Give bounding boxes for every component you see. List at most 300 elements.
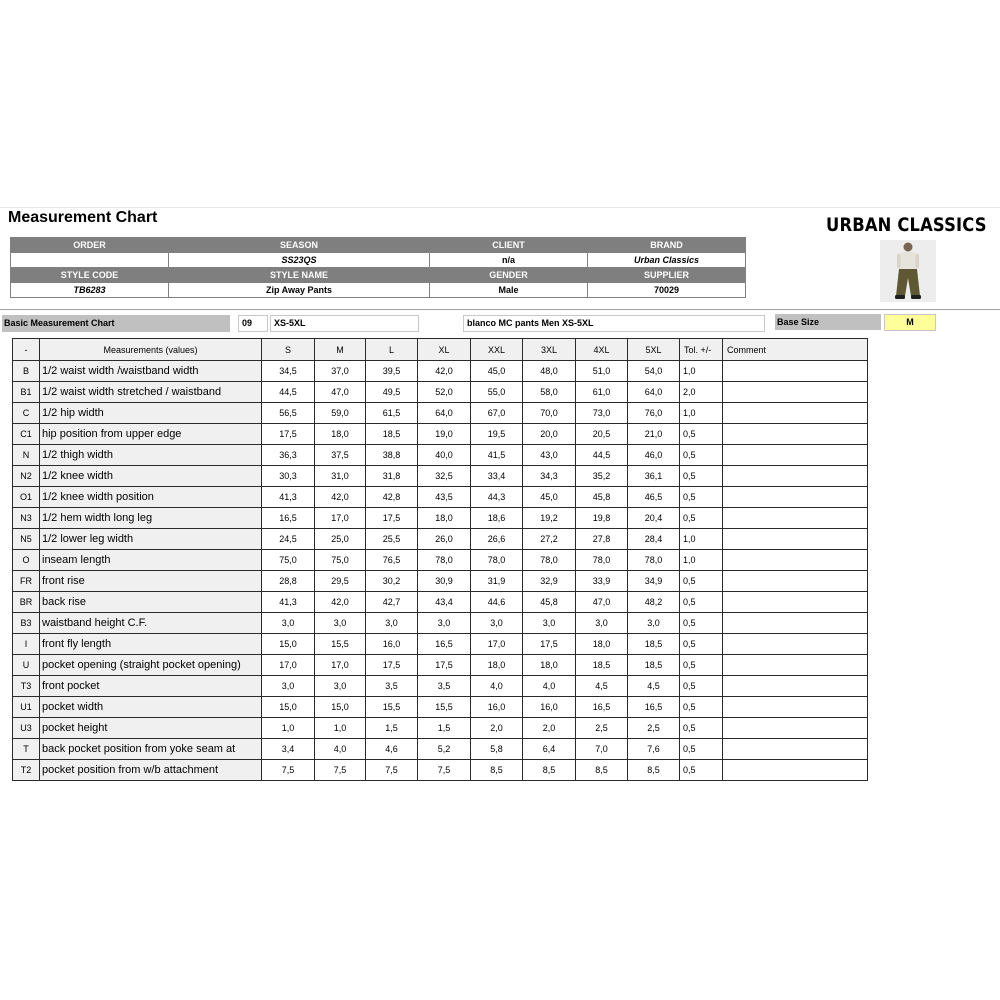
tolerance-value: 1,0 xyxy=(680,403,723,424)
size-value: 18,0 xyxy=(418,508,471,529)
size-value: 73,0 xyxy=(576,403,628,424)
size-value: 37,0 xyxy=(315,361,366,382)
size-value: 52,0 xyxy=(418,382,471,403)
size-value: 78,0 xyxy=(523,550,576,571)
size-value: 18,0 xyxy=(315,424,366,445)
measurement-code: C1 xyxy=(13,424,40,445)
size-value: 15,0 xyxy=(262,697,315,718)
comment-cell xyxy=(723,592,868,613)
brand-value: Urban Classics xyxy=(588,253,746,268)
size-value: 59,0 xyxy=(315,403,366,424)
size-value: 43,5 xyxy=(418,487,471,508)
tolerance-value: 0,5 xyxy=(680,697,723,718)
size-value: 36,1 xyxy=(628,466,680,487)
size-value: 28,8 xyxy=(262,571,315,592)
table-row xyxy=(13,697,868,718)
comment-cell xyxy=(723,550,868,571)
col-header-xl: XL xyxy=(418,339,471,361)
size-value: 44,6 xyxy=(471,592,523,613)
comment-cell xyxy=(723,655,868,676)
size-value: 78,0 xyxy=(576,550,628,571)
size-value: 76,0 xyxy=(628,403,680,424)
comment-cell xyxy=(723,445,868,466)
size-value: 3,0 xyxy=(418,613,471,634)
tolerance-value: 0,5 xyxy=(680,487,723,508)
measurement-code: N3 xyxy=(13,508,40,529)
section-divider xyxy=(0,309,1000,310)
size-value: 2,5 xyxy=(628,718,680,739)
measurement-name: waistband height C.F. xyxy=(40,613,262,634)
measurement-name: front rise xyxy=(40,571,262,592)
size-value: 45,8 xyxy=(576,487,628,508)
size-value: 16,5 xyxy=(576,697,628,718)
size-value: 16,5 xyxy=(628,697,680,718)
size-value: 30,2 xyxy=(366,571,418,592)
size-value: 17,5 xyxy=(262,424,315,445)
gender-value: Male xyxy=(430,283,588,298)
size-value: 1,5 xyxy=(418,718,471,739)
model-image-icon xyxy=(880,240,936,302)
size-value: 44,5 xyxy=(576,445,628,466)
measurement-code: T xyxy=(13,739,40,760)
size-value: 42,0 xyxy=(418,361,471,382)
table-row xyxy=(13,424,868,445)
size-value: 47,0 xyxy=(315,382,366,403)
size-value: 15,5 xyxy=(366,697,418,718)
comment-cell xyxy=(723,424,868,445)
comment-cell xyxy=(723,508,868,529)
size-value: 8,5 xyxy=(628,760,680,781)
size-value: 45,8 xyxy=(523,592,576,613)
tolerance-value: 0,5 xyxy=(680,508,723,529)
col-header-s: S xyxy=(262,339,315,361)
tolerance-value: 0,5 xyxy=(680,613,723,634)
brand-logo: URBAN CLASSICS xyxy=(826,214,987,236)
col-header-tolerance: Tol. +/- xyxy=(680,339,723,361)
gender-label: GENDER xyxy=(430,268,588,283)
tolerance-value: 0,5 xyxy=(680,739,723,760)
size-value: 48,0 xyxy=(523,361,576,382)
tolerance-value: 0,5 xyxy=(680,718,723,739)
measurement-code: BR xyxy=(13,592,40,613)
tolerance-value: 0,5 xyxy=(680,592,723,613)
size-value: 25,0 xyxy=(315,529,366,550)
size-value: 32,5 xyxy=(418,466,471,487)
col-header-3xl: 3XL xyxy=(523,339,576,361)
size-value: 17,5 xyxy=(366,508,418,529)
base-size-value: M xyxy=(884,314,936,331)
measurement-name: 1/2 thigh width xyxy=(40,445,262,466)
size-value: 17,0 xyxy=(471,634,523,655)
measurement-code: FR xyxy=(13,571,40,592)
client-label: CLIENT xyxy=(430,238,588,253)
size-value: 17,5 xyxy=(418,655,471,676)
size-value: 30,3 xyxy=(262,466,315,487)
size-value: 34,5 xyxy=(262,361,315,382)
size-value: 4,5 xyxy=(628,676,680,697)
size-value: 19,0 xyxy=(418,424,471,445)
size-value: 8,5 xyxy=(523,760,576,781)
table-row xyxy=(13,739,868,760)
size-value: 64,0 xyxy=(418,403,471,424)
comment-cell xyxy=(723,466,868,487)
measurement-name: 1/2 knee width position xyxy=(40,487,262,508)
table-row xyxy=(13,508,868,529)
size-value: 45,0 xyxy=(523,487,576,508)
measurement-name: pocket position from w/b attachment xyxy=(40,760,262,781)
top-rule xyxy=(0,207,1000,208)
size-value: 4,5 xyxy=(576,676,628,697)
size-value: 46,5 xyxy=(628,487,680,508)
size-value: 32,9 xyxy=(523,571,576,592)
size-value: 3,0 xyxy=(576,613,628,634)
size-value: 16,0 xyxy=(523,697,576,718)
size-value: 8,5 xyxy=(576,760,628,781)
size-value: 34,9 xyxy=(628,571,680,592)
tolerance-value: 1,0 xyxy=(680,550,723,571)
measurement-code: U3 xyxy=(13,718,40,739)
size-value: 40,0 xyxy=(418,445,471,466)
tolerance-value: 0,5 xyxy=(680,676,723,697)
size-value: 64,0 xyxy=(628,382,680,403)
col-header-l: L xyxy=(366,339,418,361)
style-code-value: TB6283 xyxy=(11,283,169,298)
table-row xyxy=(13,655,868,676)
measurement-name: 1/2 waist width stretched / waistband xyxy=(40,382,262,403)
measurement-name: pocket height xyxy=(40,718,262,739)
size-value: 8,5 xyxy=(471,760,523,781)
size-value: 78,0 xyxy=(418,550,471,571)
size-value: 75,0 xyxy=(315,550,366,571)
measurement-code: B xyxy=(13,361,40,382)
size-value: 41,3 xyxy=(262,592,315,613)
client-value: n/a xyxy=(430,253,588,268)
size-value: 16,0 xyxy=(471,697,523,718)
measurement-code: U1 xyxy=(13,697,40,718)
chart-description-value: blanco MC pants Men XS-5XL xyxy=(463,315,765,332)
size-value: 78,0 xyxy=(628,550,680,571)
size-value: 3,5 xyxy=(418,676,471,697)
size-value: 43,4 xyxy=(418,592,471,613)
size-value: 15,0 xyxy=(262,634,315,655)
size-value: 1,0 xyxy=(262,718,315,739)
chart-code-value: 09 xyxy=(238,315,268,332)
order-info-table xyxy=(10,237,746,298)
tolerance-value: 1,0 xyxy=(680,529,723,550)
measurement-code: O xyxy=(13,550,40,571)
measurement-name: 1/2 hip width xyxy=(40,403,262,424)
size-value: 3,4 xyxy=(262,739,315,760)
size-value: 25,5 xyxy=(366,529,418,550)
table-row xyxy=(13,613,868,634)
measurement-code: C xyxy=(13,403,40,424)
tolerance-value: 0,5 xyxy=(680,424,723,445)
size-value: 3,0 xyxy=(315,676,366,697)
size-value: 51,0 xyxy=(576,361,628,382)
size-value: 15,0 xyxy=(315,697,366,718)
table-row xyxy=(13,466,868,487)
size-value: 3,0 xyxy=(471,613,523,634)
measurement-name: pocket width xyxy=(40,697,262,718)
size-value: 19,2 xyxy=(523,508,576,529)
col-header-4xl: 4XL xyxy=(576,339,628,361)
table-row xyxy=(13,634,868,655)
size-value: 7,5 xyxy=(418,760,471,781)
size-value: 20,4 xyxy=(628,508,680,529)
measurement-code: N2 xyxy=(13,466,40,487)
comment-cell xyxy=(723,634,868,655)
comment-cell xyxy=(723,529,868,550)
base-size-label: Base Size xyxy=(775,314,881,330)
size-value: 17,5 xyxy=(366,655,418,676)
tolerance-value: 0,5 xyxy=(680,655,723,676)
size-value: 16,5 xyxy=(418,634,471,655)
table-row xyxy=(13,550,868,571)
size-value: 56,5 xyxy=(262,403,315,424)
size-value: 18,0 xyxy=(576,634,628,655)
table-row xyxy=(13,529,868,550)
size-value: 39,5 xyxy=(366,361,418,382)
size-value: 19,8 xyxy=(576,508,628,529)
size-value: 18,6 xyxy=(471,508,523,529)
table-row xyxy=(13,487,868,508)
size-value: 2,0 xyxy=(523,718,576,739)
size-value: 41,3 xyxy=(262,487,315,508)
measurement-name: 1/2 knee width xyxy=(40,466,262,487)
col-header-measurement: Measurements (values) xyxy=(40,339,262,361)
measurement-table xyxy=(12,338,868,781)
size-value: 26,0 xyxy=(418,529,471,550)
table-row xyxy=(13,718,868,739)
comment-cell xyxy=(723,571,868,592)
size-value: 3,0 xyxy=(366,613,418,634)
size-value: 31,9 xyxy=(471,571,523,592)
size-value: 4,0 xyxy=(523,676,576,697)
tolerance-value: 0,5 xyxy=(680,760,723,781)
size-value: 1,0 xyxy=(315,718,366,739)
size-value: 7,5 xyxy=(315,760,366,781)
size-value: 7,5 xyxy=(262,760,315,781)
size-value: 42,8 xyxy=(366,487,418,508)
size-value: 3,0 xyxy=(315,613,366,634)
measurement-code: B1 xyxy=(13,382,40,403)
size-value: 4,0 xyxy=(471,676,523,697)
size-value: 18,0 xyxy=(523,655,576,676)
comment-cell xyxy=(723,697,868,718)
product-photo xyxy=(880,240,936,302)
table-row xyxy=(13,571,868,592)
size-value: 3,5 xyxy=(366,676,418,697)
supplier-label: SUPPLIER xyxy=(588,268,746,283)
measurement-name: 1/2 lower leg width xyxy=(40,529,262,550)
table-row xyxy=(13,760,868,781)
basic-chart-label: Basic Measurement Chart xyxy=(2,315,230,332)
comment-cell xyxy=(723,361,868,382)
measurement-name: front fly length xyxy=(40,634,262,655)
measurement-code: O1 xyxy=(13,487,40,508)
size-value: 78,0 xyxy=(471,550,523,571)
size-value: 37,5 xyxy=(315,445,366,466)
style-name-value: Zip Away Pants xyxy=(169,283,430,298)
tolerance-value: 0,5 xyxy=(680,466,723,487)
comment-cell xyxy=(723,613,868,634)
measurement-name: 1/2 hem width long leg xyxy=(40,508,262,529)
size-value: 3,0 xyxy=(523,613,576,634)
tolerance-value: 2,0 xyxy=(680,382,723,403)
measurement-name: hip position from upper edge xyxy=(40,424,262,445)
size-value: 20,5 xyxy=(576,424,628,445)
size-value: 2,5 xyxy=(576,718,628,739)
col-header-code: - xyxy=(13,339,40,361)
measurement-code: T3 xyxy=(13,676,40,697)
size-value: 7,5 xyxy=(366,760,418,781)
size-value: 44,5 xyxy=(262,382,315,403)
size-value: 75,0 xyxy=(262,550,315,571)
size-value: 49,5 xyxy=(366,382,418,403)
size-value: 36,3 xyxy=(262,445,315,466)
size-value: 18,5 xyxy=(576,655,628,676)
size-value: 30,9 xyxy=(418,571,471,592)
size-value: 76,5 xyxy=(366,550,418,571)
size-value: 43,0 xyxy=(523,445,576,466)
supplier-value: 70029 xyxy=(588,283,746,298)
size-value: 17,0 xyxy=(315,655,366,676)
size-value: 21,0 xyxy=(628,424,680,445)
comment-cell xyxy=(723,739,868,760)
season-label: SEASON xyxy=(169,238,430,253)
col-header-5xl: 5XL xyxy=(628,339,680,361)
measurement-name: inseam length xyxy=(40,550,262,571)
measurement-code: N xyxy=(13,445,40,466)
col-header-xxl: XXL xyxy=(471,339,523,361)
size-value: 16,0 xyxy=(366,634,418,655)
table-row xyxy=(13,676,868,697)
table-row xyxy=(13,361,868,382)
size-value: 61,0 xyxy=(576,382,628,403)
size-value: 18,5 xyxy=(366,424,418,445)
comment-cell xyxy=(723,760,868,781)
table-row xyxy=(13,592,868,613)
measurement-name: back rise xyxy=(40,592,262,613)
col-header-m: M xyxy=(315,339,366,361)
size-value: 55,0 xyxy=(471,382,523,403)
measurement-code: B3 xyxy=(13,613,40,634)
size-value: 31,0 xyxy=(315,466,366,487)
size-value: 17,0 xyxy=(315,508,366,529)
table-row xyxy=(13,445,868,466)
size-value: 18,5 xyxy=(628,655,680,676)
size-value: 46,0 xyxy=(628,445,680,466)
size-value: 48,2 xyxy=(628,592,680,613)
order-value xyxy=(11,253,169,268)
order-label: ORDER xyxy=(11,238,169,253)
style-code-label: STYLE CODE xyxy=(11,268,169,283)
size-value: 24,5 xyxy=(262,529,315,550)
tolerance-value: 0,5 xyxy=(680,445,723,466)
measurement-code: T2 xyxy=(13,760,40,781)
table-row xyxy=(13,382,868,403)
size-value: 5,2 xyxy=(418,739,471,760)
measurement-code: I xyxy=(13,634,40,655)
size-value: 3,0 xyxy=(262,613,315,634)
comment-cell xyxy=(723,718,868,739)
size-value: 17,0 xyxy=(262,655,315,676)
size-value: 19,5 xyxy=(471,424,523,445)
measurement-code: N5 xyxy=(13,529,40,550)
size-value: 6,4 xyxy=(523,739,576,760)
size-value: 15,5 xyxy=(418,697,471,718)
size-value: 5,8 xyxy=(471,739,523,760)
size-value: 18,5 xyxy=(628,634,680,655)
size-value: 34,3 xyxy=(523,466,576,487)
measurement-name: back pocket position from yoke seam at xyxy=(40,739,262,760)
size-value: 29,5 xyxy=(315,571,366,592)
measurement-name: 1/2 waist width /waistband width xyxy=(40,361,262,382)
col-header-comment: Comment xyxy=(723,339,868,361)
size-value: 27,2 xyxy=(523,529,576,550)
size-value: 4,0 xyxy=(315,739,366,760)
size-value: 42,0 xyxy=(315,487,366,508)
comment-cell xyxy=(723,403,868,424)
measurement-name: pocket opening (straight pocket opening) xyxy=(40,655,262,676)
comment-cell xyxy=(723,676,868,697)
size-value: 7,6 xyxy=(628,739,680,760)
size-value: 4,6 xyxy=(366,739,418,760)
size-value: 38,8 xyxy=(366,445,418,466)
size-value: 35,2 xyxy=(576,466,628,487)
size-value: 61,5 xyxy=(366,403,418,424)
size-value: 31,8 xyxy=(366,466,418,487)
size-value: 18,0 xyxy=(471,655,523,676)
size-value: 7,0 xyxy=(576,739,628,760)
size-value: 70,0 xyxy=(523,403,576,424)
comment-cell xyxy=(723,382,868,403)
size-value: 28,4 xyxy=(628,529,680,550)
size-value: 44,3 xyxy=(471,487,523,508)
size-value: 26,6 xyxy=(471,529,523,550)
size-value: 67,0 xyxy=(471,403,523,424)
size-value: 41,5 xyxy=(471,445,523,466)
size-value: 1,5 xyxy=(366,718,418,739)
size-range-value: XS-5XL xyxy=(270,315,419,332)
size-value: 42,0 xyxy=(315,592,366,613)
measurement-name: front pocket xyxy=(40,676,262,697)
size-value: 17,5 xyxy=(523,634,576,655)
size-value: 3,0 xyxy=(628,613,680,634)
comment-cell xyxy=(723,487,868,508)
size-value: 27,8 xyxy=(576,529,628,550)
size-value: 2,0 xyxy=(471,718,523,739)
size-value: 15,5 xyxy=(315,634,366,655)
tolerance-value: 0,5 xyxy=(680,571,723,592)
measurement-code: U xyxy=(13,655,40,676)
size-value: 45,0 xyxy=(471,361,523,382)
style-name-label: STYLE NAME xyxy=(169,268,430,283)
tolerance-value: 1,0 xyxy=(680,361,723,382)
season-value: SS23QS xyxy=(169,253,430,268)
size-value: 33,9 xyxy=(576,571,628,592)
page-title: Measurement Chart xyxy=(8,209,158,226)
size-value: 33,4 xyxy=(471,466,523,487)
size-value: 16,5 xyxy=(262,508,315,529)
size-value: 3,0 xyxy=(262,676,315,697)
size-value: 47,0 xyxy=(576,592,628,613)
table-row xyxy=(13,403,868,424)
size-value: 20,0 xyxy=(523,424,576,445)
size-value: 58,0 xyxy=(523,382,576,403)
size-value: 42,7 xyxy=(366,592,418,613)
brand-label: BRAND xyxy=(588,238,746,253)
